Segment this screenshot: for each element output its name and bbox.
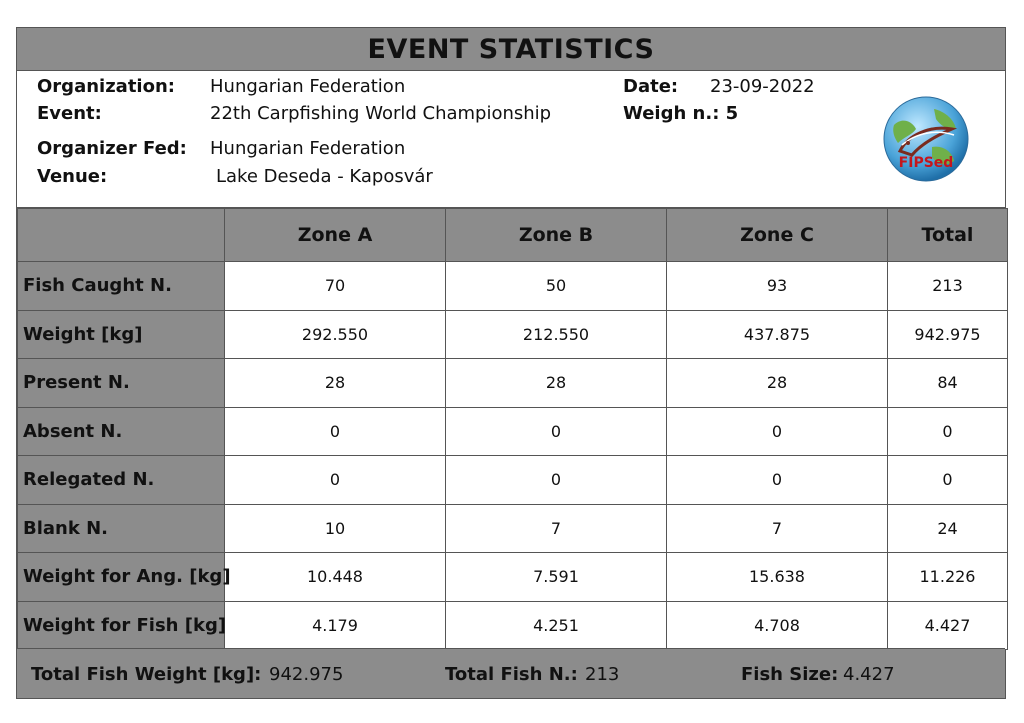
table-cell: 28: [225, 359, 446, 408]
table-cell: 0: [446, 407, 667, 456]
table-cell: 4.708: [667, 601, 888, 650]
row-label: Absent N.: [18, 407, 225, 456]
event-statistics-sheet: [16, 27, 1006, 699]
table-cell: 50: [446, 262, 667, 311]
organization-value: Hungarian Federation: [210, 76, 406, 97]
table-cell: 437.875: [667, 310, 888, 359]
table-cell: 70: [225, 262, 446, 311]
fish-globe-logo-icon: [882, 95, 970, 183]
fish-size-label: Fish Size:: [741, 664, 839, 685]
row-label: Present N.: [18, 359, 225, 408]
table-cell: 7: [667, 504, 888, 553]
date-value: 23-09-2022: [710, 76, 815, 97]
table-cell: 0: [446, 456, 667, 505]
table-row: [18, 553, 1008, 602]
header-zone-b: Zone B: [446, 209, 667, 262]
header-corner: [18, 209, 225, 262]
table-row: [18, 359, 1008, 408]
row-label: Weight for Ang. [kg]: [18, 553, 225, 602]
table-cell: 213: [888, 262, 1008, 311]
statistics-table: [17, 208, 1008, 650]
table-cell: 15.638: [667, 553, 888, 602]
table-cell: 4.179: [225, 601, 446, 650]
table-cell: 84: [888, 359, 1008, 408]
table-cell: 292.550: [225, 310, 446, 359]
table-row: [18, 262, 1008, 311]
table-row: [18, 407, 1008, 456]
table-cell: 0: [667, 407, 888, 456]
table-cell: 212.550: [446, 310, 667, 359]
table-row: [18, 601, 1008, 650]
summary-footer: [17, 648, 1005, 698]
table-cell: 0: [888, 456, 1008, 505]
table-cell: 10.448: [225, 553, 446, 602]
organizer-value: Hungarian Federation: [210, 138, 406, 159]
row-label: Weight for Fish [kg]: [18, 601, 225, 650]
row-label: Blank N.: [18, 504, 225, 553]
header-total: Total: [888, 209, 1008, 262]
table-cell: 28: [667, 359, 888, 408]
venue-value: Lake Deseda - Kaposvár: [216, 166, 433, 187]
table-cell: 7: [446, 504, 667, 553]
table-cell: 0: [225, 456, 446, 505]
table-cell: 0: [667, 456, 888, 505]
table-cell: 4.427: [888, 601, 1008, 650]
page-title: EVENT STATISTICS: [17, 28, 1005, 71]
date-label: Date:: [623, 76, 679, 97]
table-cell: 24: [888, 504, 1008, 553]
table-row: [18, 456, 1008, 505]
table-header-row: [18, 209, 1008, 262]
weigh-number: Weigh n.: 5: [623, 103, 739, 124]
header-zone-c: Zone C: [667, 209, 888, 262]
logo-text: FIPSed: [898, 155, 954, 171]
table-cell: 10: [225, 504, 446, 553]
row-label: Relegated N.: [18, 456, 225, 505]
table-row: [18, 310, 1008, 359]
event-value: 22th Carpfishing World Championship: [210, 103, 552, 124]
table-cell: 11.226: [888, 553, 1008, 602]
total-fish-label: Total Fish N.:: [445, 664, 578, 685]
table-cell: 942.975: [888, 310, 1008, 359]
row-label: Weight [kg]: [18, 310, 225, 359]
organizer-label: Organizer Fed:: [37, 138, 187, 159]
table-cell: 0: [888, 407, 1008, 456]
organization-label: Organization:: [37, 76, 175, 97]
event-info: [17, 71, 1005, 208]
row-label: Fish Caught N.: [18, 262, 225, 311]
total-fish-value: 213: [585, 664, 620, 685]
total-weight-label: Total Fish Weight [kg]:: [31, 664, 262, 685]
table-cell: 4.251: [446, 601, 667, 650]
fish-size-value: 4.427: [843, 664, 895, 685]
total-weight-value: 942.975: [269, 664, 344, 685]
event-label: Event:: [37, 103, 102, 124]
table-cell: 28: [446, 359, 667, 408]
table-cell: 7.591: [446, 553, 667, 602]
table-row: [18, 504, 1008, 553]
header-zone-a: Zone A: [225, 209, 446, 262]
table-cell: 0: [225, 407, 446, 456]
venue-label: Venue:: [37, 166, 108, 187]
table-cell: 93: [667, 262, 888, 311]
